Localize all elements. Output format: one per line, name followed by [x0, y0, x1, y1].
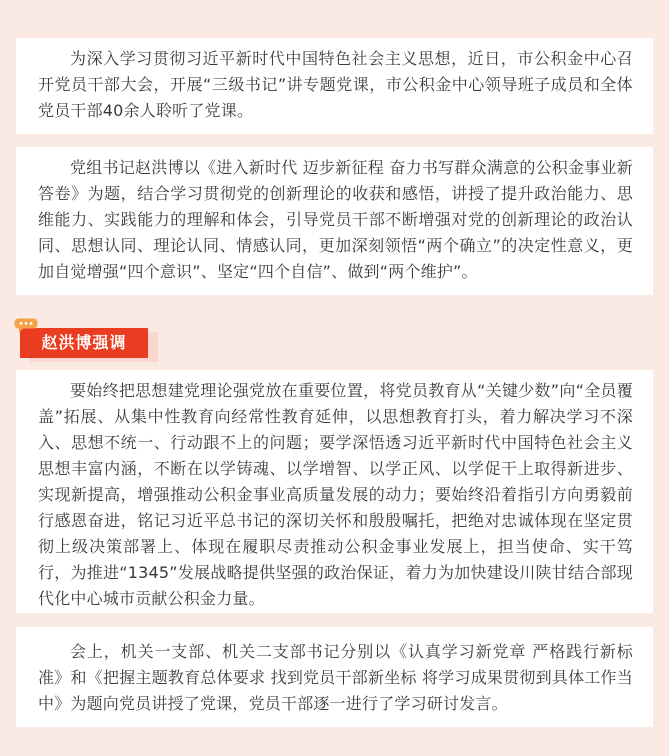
- speech-bubble-icon: [14, 318, 38, 333]
- section-tag: [14, 318, 158, 366]
- paragraph-emphasis: 要始终把思想建党理论强党放在重要位置，将党员教育从“关键少数”向“全员覆盖”拓展、从集中性教育向经常性教育延伸，以思想教育打头，着力解决学习不深入、思想不统一、行动跟不上的问题；要学深悟透习近平新时代中国特色社会主义思想丰富内涵，不断在以学铸魂、以学增智、以学正风、以学促干上取得新进步、实现新提高，增强推动公积金事业高质量发展的动力；要始终沿着指引方向勇毅前行感恩奋进，铭记习近平总书记的深切关怀和殷殷嘱托，把绝对忠诚体现在坚定贯彻上级决策部署上、体现在履职尽责推动公积金事业发展上，担当使命、实干笃行，为推进“1345”发展战略提供坚强的政治保证，着力为加快建设川陕甘结合部现代化中心城市贡献公积金力量。: [38, 381, 633, 608]
- paragraph-card-emphasis: [16, 370, 653, 613]
- paragraph-card-meeting: [16, 627, 653, 727]
- paragraph-meeting: 会上，机关一支部、机关二支部书记分别以《认真学习新党章 严格践行新标准》和《把握主题教育总体要求 找到党员干部新坐标 将学习成果贯彻到具体工作当中》为题向党员讲授了党课，党员干部逐一进行了学习研讨发言。: [38, 642, 633, 713]
- paragraph-card-intro: [16, 38, 653, 134]
- paragraph-card-lecture: [16, 147, 653, 295]
- section-tag-label: 赵洪博强调: [20, 328, 148, 358]
- paragraph-intro: 为深入学习贯彻习近平新时代中国特色社会主义思想，近日，市公积金中心召开党员干部大会，开展“三级书记”讲专题党课，市公积金中心领导班子成员和全体党员干部40余人聆听了党课。: [38, 49, 633, 120]
- paragraph-lecture: 党组书记赵洪博以《进入新时代 迈步新征程 奋力书写群众满意的公积金事业新答卷》为题，结合学习贯彻党的创新理论的收获和感悟，讲授了提升政治能力、思维能力、实践能力的理解和体会，引导党员干部不断增强对党的创新理论的政治认同、思想认同、理论认同、情感认同，更加深刻领悟“两个确立”的决定性意义，更加自觉增强“四个意识”、坚定“四个自信”、做到“两个维护”。: [38, 158, 633, 281]
